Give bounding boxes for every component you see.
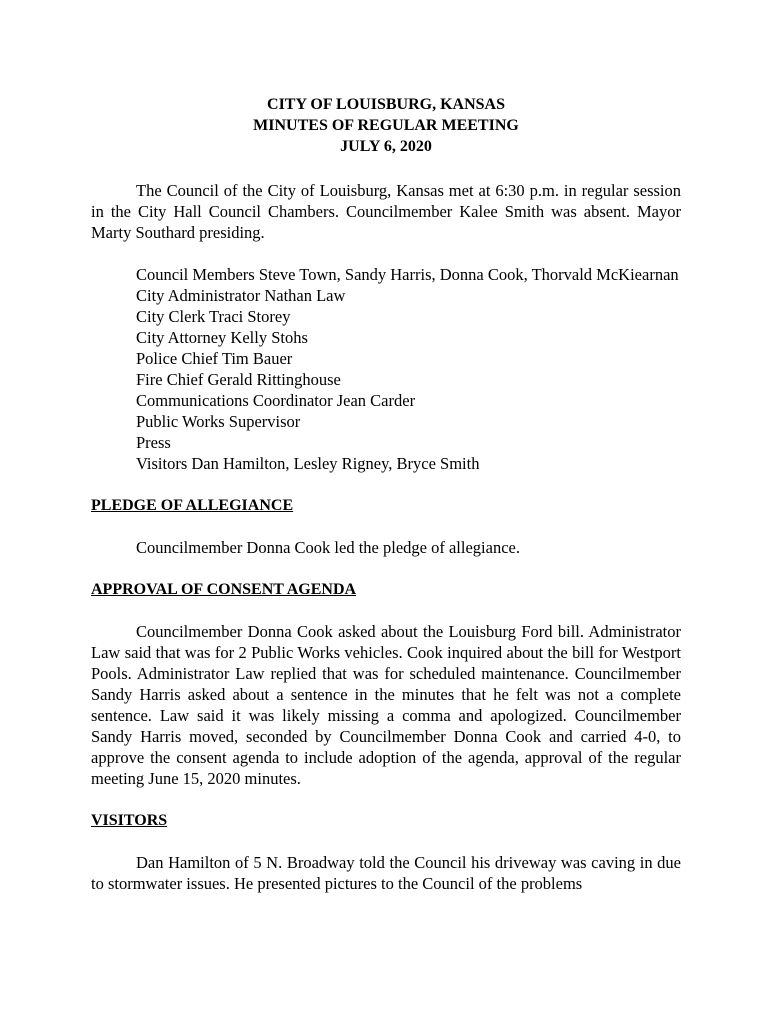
attendee-item: City Clerk Traci Storey <box>136 307 291 326</box>
intro-paragraph: The Council of the City of Louisburg, Kansas met at 6:30 p.m. in regular session in the City Hall Council Chambers. Councilmember Kalee Smith was absent. Mayor Marty Southard presiding. <box>91 181 681 242</box>
pledge-heading: PLEDGE OF ALLEGIANCE <box>91 497 294 514</box>
consent-agenda-paragraph: Councilmember Donna Cook asked about the Louisburg Ford bill. Administrator Law said that was for 2 Public Works vehicles. Cook inquired about the bill for Westport Pools. Administrator Law replied that was for scheduled maintenance. Councilmember Sandy Harris asked about a sentence in the minutes that he felt was not a complete sentence. Law said it was likely missing a comma and apologized. Councilmember Sandy Harris moved, seconded by Councilmember Donna Cook and carried 4-0, to approve the consent agenda to include adoption of the agenda, approval of the regular meeting June 15, 2020 minutes. <box>91 622 681 788</box>
title-date: JULY 6, 2020 <box>340 138 432 155</box>
document-title <box>91 94 681 157</box>
visitors-paragraph: Dan Hamilton of 5 N. Broadway told the Council his driveway was caving in due to stormwater issues. He presented pictures to the Council of the problems <box>91 853 681 893</box>
title-minutes: MINUTES OF REGULAR MEETING <box>253 117 519 134</box>
title-city: CITY OF LOUISBURG, KANSAS <box>267 96 505 113</box>
visitors-heading: VISITORS <box>91 812 168 829</box>
attendee-list <box>136 264 681 474</box>
document-page <box>91 94 681 894</box>
attendee-item: City Administrator Nathan Law <box>136 286 346 305</box>
attendee-item: City Attorney Kelly Stohs <box>136 328 308 347</box>
attendee-item: Public Works Supervisor <box>136 412 301 431</box>
consent-agenda-heading: APPROVAL OF CONSENT AGENDA <box>91 581 357 598</box>
pledge-paragraph: Councilmember Donna Cook led the pledge of allegiance. <box>136 538 520 557</box>
attendee-item: Police Chief Tim Bauer <box>136 349 293 368</box>
attendee-item: Communications Coordinator Jean Carder <box>136 391 416 410</box>
attendee-item: Press <box>136 433 171 452</box>
attendee-item: Council Members Steve Town, Sandy Harris, Donna Cook, Thorvald McKiearnan <box>136 265 679 284</box>
attendee-item: Visitors Dan Hamilton, Lesley Rigney, Bryce Smith <box>136 454 480 473</box>
attendee-item: Fire Chief Gerald Rittinghouse <box>136 370 341 389</box>
